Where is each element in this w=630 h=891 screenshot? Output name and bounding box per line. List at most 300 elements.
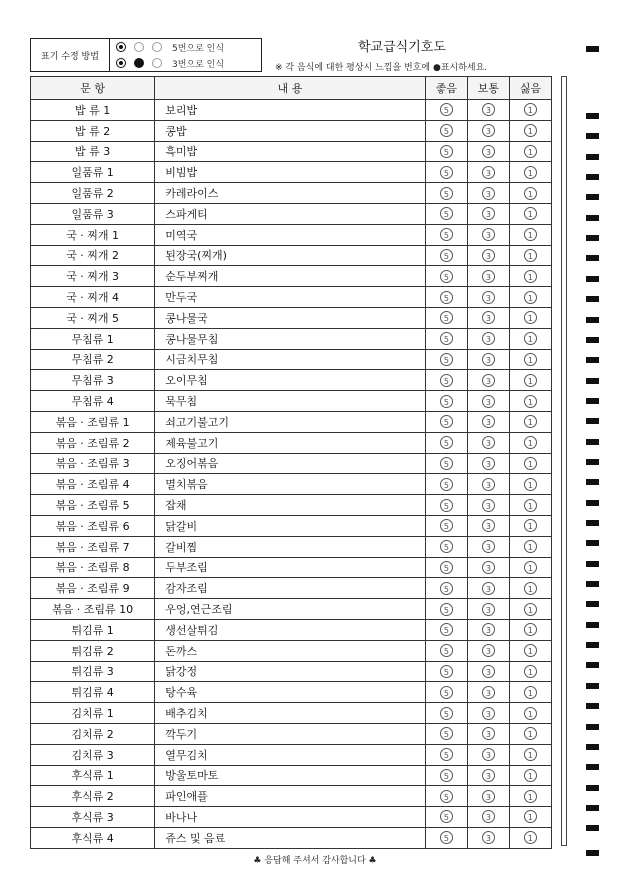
option-cell [467,474,509,495]
answer-bubble-1[interactable]: 1 [524,332,537,345]
timing-mark [586,378,599,384]
answer-bubble-3[interactable]: 3 [482,499,495,512]
answer-bubble-1[interactable]: 1 [524,665,537,678]
option-cell [467,162,509,183]
answer-bubble-1[interactable]: 1 [524,478,537,491]
option-cell [467,682,509,703]
timing-mark [586,439,599,445]
marking-guide-label: 표기 수정 방법 [31,39,110,71]
option-cell [467,411,509,432]
option-cell [467,266,509,287]
table-row [31,349,552,370]
answer-bubble-3[interactable]: 3 [482,457,495,470]
option-cell [467,827,509,848]
answer-bubble-5[interactable]: 5 [440,270,453,283]
option-cell [425,578,467,599]
option-cell [509,432,551,453]
option-cell [467,183,509,204]
option-cell [425,807,467,828]
row-category: 무침류 1 [31,328,155,349]
option-cell [509,266,551,287]
timing-mark [586,622,599,628]
answer-bubble-3[interactable]: 3 [482,707,495,720]
header-category: 문 항 [31,77,155,100]
answer-bubble-5[interactable]: 5 [440,353,453,366]
option-cell [425,786,467,807]
option-cell [425,536,467,557]
row-food-item: 바나나 [155,807,426,828]
row-category: 볶음 · 조림류 1 [31,411,155,432]
table-row [31,432,552,453]
timing-mark [586,662,599,668]
row-food-item: 쇠고기불고기 [155,411,426,432]
timing-mark [586,46,599,52]
answer-bubble-1[interactable]: 1 [524,207,537,220]
row-food-item: 만두국 [155,287,426,308]
row-food-item: 열무김치 [155,744,426,765]
option-cell [425,723,467,744]
answer-bubble-3[interactable]: 3 [482,311,495,324]
answer-bubble-5[interactable]: 5 [440,457,453,470]
answer-bubble-3[interactable]: 3 [482,831,495,844]
table-row [31,266,552,287]
ring-dot-icon [116,42,126,52]
row-category: 국 · 찌개 5 [31,307,155,328]
answer-bubble-5[interactable]: 5 [440,103,453,116]
option-cell [467,453,509,474]
answer-bubble-5[interactable]: 5 [440,395,453,408]
instruction-note: ※ 각 음식에 대한 평상시 느낌을 번호에 ●표시하세요. [275,63,488,73]
table-row [31,827,552,848]
answer-bubble-5[interactable]: 5 [440,499,453,512]
answer-bubble-1[interactable]: 1 [524,810,537,823]
table-row [31,557,552,578]
option-cell [425,703,467,724]
row-category: 밥 류 3 [31,141,155,162]
answer-bubble-5[interactable]: 5 [440,810,453,823]
row-category: 무침류 3 [31,370,155,391]
answer-bubble-5[interactable]: 5 [440,686,453,699]
answer-bubble-1[interactable]: 1 [524,790,537,803]
answer-bubble-5[interactable]: 5 [440,415,453,428]
option-cell [509,162,551,183]
row-category: 튀김류 1 [31,619,155,640]
answer-bubble-1[interactable]: 1 [524,603,537,616]
answer-bubble-3[interactable]: 3 [482,124,495,137]
option-cell [509,370,551,391]
option-cell [425,183,467,204]
option-cell [425,411,467,432]
timing-mark [586,194,599,200]
option-cell [467,245,509,266]
option-cell [467,224,509,245]
answer-bubble-5[interactable]: 5 [440,478,453,491]
answer-bubble-3[interactable]: 3 [482,395,495,408]
option-cell [509,682,551,703]
answer-bubble-5[interactable]: 5 [440,644,453,657]
option-cell [509,307,551,328]
answer-bubble-5[interactable]: 5 [440,665,453,678]
row-food-item: 콩나물무침 [155,328,426,349]
answer-bubble-3[interactable]: 3 [482,228,495,241]
row-category: 일품류 1 [31,162,155,183]
row-food-item: 콩밥 [155,120,426,141]
option-cell [425,328,467,349]
row-food-item: 닭갈비 [155,515,426,536]
answer-bubble-1[interactable]: 1 [524,519,537,532]
table-header-row [31,77,552,100]
answer-bubble-3[interactable]: 3 [482,415,495,428]
answer-bubble-5[interactable]: 5 [440,603,453,616]
row-category: 국 · 찌개 3 [31,266,155,287]
row-category: 볶음 · 조림류 9 [31,578,155,599]
row-food-item: 미역국 [155,224,426,245]
answer-bubble-5[interactable]: 5 [440,436,453,449]
answer-bubble-1[interactable]: 1 [524,623,537,636]
option-cell [425,307,467,328]
option-cell [467,807,509,828]
option-cell [509,287,551,308]
answer-bubble-1[interactable]: 1 [524,727,537,740]
row-food-item: 갈비찜 [155,536,426,557]
row-food-item: 두부조림 [155,557,426,578]
option-cell [467,515,509,536]
row-food-item: 배추김치 [155,703,426,724]
row-food-item: 된장국(찌개) [155,245,426,266]
empty-circle-icon [152,58,162,68]
answer-bubble-1[interactable]: 1 [524,561,537,574]
answer-bubble-5[interactable]: 5 [440,374,453,387]
option-cell [509,515,551,536]
answer-bubble-5[interactable]: 5 [440,332,453,345]
option-cell [509,661,551,682]
answer-bubble-5[interactable]: 5 [440,707,453,720]
answer-bubble-1[interactable]: 1 [524,831,537,844]
timing-mark [586,174,599,180]
option-cell [509,557,551,578]
answer-bubble-1[interactable]: 1 [524,374,537,387]
marking-guide-row-2-text: 3번으로 인식 [172,59,225,70]
timing-mark [586,805,599,811]
answer-bubble-1[interactable]: 1 [524,291,537,304]
answer-bubble-1[interactable]: 1 [524,187,537,200]
answer-bubble-5[interactable]: 5 [440,207,453,220]
row-category: 국 · 찌개 4 [31,287,155,308]
answer-bubble-3[interactable]: 3 [482,561,495,574]
answer-bubble-1[interactable]: 1 [524,270,537,283]
answer-bubble-1[interactable]: 1 [524,353,537,366]
table-row [31,765,552,786]
row-category: 후식류 1 [31,765,155,786]
answer-bubble-3[interactable]: 3 [482,519,495,532]
header-content: 내 용 [155,77,426,100]
table-row [31,391,552,412]
marking-guide-row-2 [110,55,261,71]
option-cell [509,245,551,266]
table-row [31,640,552,661]
row-food-item: 파인애플 [155,786,426,807]
timing-mark [586,703,599,709]
answer-bubble-1[interactable]: 1 [524,415,537,428]
answer-bubble-3[interactable]: 3 [482,249,495,262]
option-cell [467,744,509,765]
row-category: 밥 류 2 [31,120,155,141]
table-row [31,578,552,599]
answer-bubble-3[interactable]: 3 [482,623,495,636]
option-cell [467,723,509,744]
answer-bubble-5[interactable]: 5 [440,291,453,304]
option-cell [467,661,509,682]
option-cell [425,245,467,266]
answer-bubble-5[interactable]: 5 [440,727,453,740]
answer-bubble-1[interactable]: 1 [524,748,537,761]
answer-bubble-5[interactable]: 5 [440,145,453,158]
row-food-item: 비빔밥 [155,162,426,183]
row-category: 후식류 4 [31,827,155,848]
answer-bubble-3[interactable]: 3 [482,166,495,179]
timing-mark [586,500,599,506]
option-cell [467,578,509,599]
row-food-item: 스파게티 [155,203,426,224]
answer-bubble-1[interactable]: 1 [524,769,537,782]
option-cell [467,100,509,121]
table-row [31,183,552,204]
row-food-item: 흑미밥 [155,141,426,162]
option-cell [467,619,509,640]
table-row [31,370,552,391]
marking-guide [30,38,262,72]
answer-bubble-3[interactable]: 3 [482,270,495,283]
answer-bubble-3[interactable]: 3 [482,748,495,761]
answer-bubble-3[interactable]: 3 [482,727,495,740]
row-food-item: 잡채 [155,495,426,516]
timing-mark [586,215,599,221]
timing-mark [586,601,599,607]
answer-bubble-3[interactable]: 3 [482,353,495,366]
table-row [31,703,552,724]
option-cell [509,827,551,848]
answer-bubble-5[interactable]: 5 [440,623,453,636]
option-cell [467,287,509,308]
option-cell [509,599,551,620]
row-food-item: 보리밥 [155,100,426,121]
option-cell [509,328,551,349]
ring-dot-icon [116,58,126,68]
table-row [31,786,552,807]
option-cell [509,619,551,640]
option-cell [509,640,551,661]
option-cell [467,765,509,786]
row-category: 후식류 3 [31,807,155,828]
option-cell [509,744,551,765]
answer-bubble-1[interactable]: 1 [524,499,537,512]
timing-mark [586,785,599,791]
answer-bubble-5[interactable]: 5 [440,166,453,179]
answer-bubble-1[interactable]: 1 [524,686,537,699]
timing-mark [586,276,599,282]
answer-bubble-1[interactable]: 1 [524,228,537,241]
answer-bubble-1[interactable]: 1 [524,103,537,116]
option-cell [425,599,467,620]
empty-circle-icon [134,42,144,52]
option-cell [425,495,467,516]
timing-mark [586,683,599,689]
answer-bubble-3[interactable]: 3 [482,686,495,699]
answer-bubble-1[interactable]: 1 [524,124,537,137]
answer-bubble-5[interactable]: 5 [440,124,453,137]
row-category: 볶음 · 조림류 7 [31,536,155,557]
row-food-item: 닭강정 [155,661,426,682]
table-row [31,536,552,557]
row-category: 일품류 3 [31,203,155,224]
option-cell [425,224,467,245]
answer-bubble-3[interactable]: 3 [482,665,495,678]
row-food-item: 오이무침 [155,370,426,391]
timing-mark [586,744,599,750]
answer-bubble-1[interactable]: 1 [524,540,537,553]
option-cell [509,765,551,786]
answer-bubble-3[interactable]: 3 [482,207,495,220]
option-cell [425,453,467,474]
option-cell [509,203,551,224]
filled-circle-icon [134,58,144,68]
row-food-item: 돈까스 [155,640,426,661]
answer-bubble-3[interactable]: 3 [482,810,495,823]
option-cell [425,682,467,703]
option-cell [509,349,551,370]
table-row [31,495,552,516]
table-row [31,245,552,266]
table-row [31,307,552,328]
option-cell [509,453,551,474]
answer-bubble-3[interactable]: 3 [482,582,495,595]
answer-bubble-1[interactable]: 1 [524,457,537,470]
row-category: 일품류 2 [31,183,155,204]
timing-mark [586,540,599,546]
timing-mark [586,235,599,241]
answer-bubble-1[interactable]: 1 [524,145,537,158]
timing-mark [586,317,599,323]
answer-bubble-3[interactable]: 3 [482,374,495,387]
option-cell [425,474,467,495]
table-row [31,474,552,495]
answer-bubble-3[interactable]: 3 [482,769,495,782]
row-food-item: 콩나물국 [155,307,426,328]
option-cell [425,765,467,786]
answer-bubble-5[interactable]: 5 [440,831,453,844]
table-row [31,619,552,640]
table-row [31,744,552,765]
answer-bubble-5[interactable]: 5 [440,561,453,574]
answer-bubble-1[interactable]: 1 [524,436,537,449]
answer-bubble-3[interactable]: 3 [482,145,495,158]
option-cell [509,536,551,557]
option-cell [509,807,551,828]
answer-bubble-3[interactable]: 3 [482,291,495,304]
timing-mark [586,255,599,261]
table-row [31,162,552,183]
answer-bubble-1[interactable]: 1 [524,249,537,262]
answer-bubble-1[interactable]: 1 [524,311,537,324]
answer-bubble-5[interactable]: 5 [440,519,453,532]
answer-bubble-3[interactable]: 3 [482,644,495,657]
row-category: 후식류 2 [31,786,155,807]
answer-bubble-3[interactable]: 3 [482,332,495,345]
option-cell [425,661,467,682]
table-row [31,453,552,474]
answer-bubble-1[interactable]: 1 [524,582,537,595]
option-cell [425,557,467,578]
option-cell [425,349,467,370]
option-cell [467,141,509,162]
row-category: 국 · 찌개 1 [31,224,155,245]
option-cell [467,307,509,328]
timing-mark [586,581,599,587]
header-dislike: 싫음 [509,77,551,100]
table-row [31,120,552,141]
answer-bubble-1[interactable]: 1 [524,166,537,179]
answer-bubble-5[interactable]: 5 [440,187,453,200]
answer-bubble-5[interactable]: 5 [440,540,453,553]
row-food-item: 카레라이스 [155,183,426,204]
row-food-item: 오징어볶음 [155,453,426,474]
timing-mark [586,418,599,424]
row-category: 김치류 1 [31,703,155,724]
option-cell [425,287,467,308]
option-cell [467,432,509,453]
option-cell [467,557,509,578]
row-category: 볶음 · 조림류 5 [31,495,155,516]
answer-bubble-3[interactable]: 3 [482,478,495,491]
row-food-item: 묵무침 [155,391,426,412]
timing-mark [586,561,599,567]
answer-bubble-5[interactable]: 5 [440,228,453,241]
answer-bubble-3[interactable]: 3 [482,187,495,200]
timing-mark [586,154,599,160]
row-category: 무침류 4 [31,391,155,412]
answer-bubble-1[interactable]: 1 [524,395,537,408]
answer-bubble-3[interactable]: 3 [482,436,495,449]
answer-bubble-1[interactable]: 1 [524,707,537,720]
answer-bubble-5[interactable]: 5 [440,748,453,761]
option-cell [509,183,551,204]
option-cell [467,640,509,661]
option-cell [467,703,509,724]
answer-bubble-5[interactable]: 5 [440,311,453,324]
answer-bubble-3[interactable]: 3 [482,103,495,116]
answer-bubble-1[interactable]: 1 [524,644,537,657]
row-food-item: 탕수육 [155,682,426,703]
option-cell [467,786,509,807]
answer-bubble-3[interactable]: 3 [482,603,495,616]
answer-bubble-3[interactable]: 3 [482,790,495,803]
table-row [31,515,552,536]
answer-bubble-3[interactable]: 3 [482,540,495,553]
row-food-item: 순두부찌개 [155,266,426,287]
row-food-item: 멸치볶음 [155,474,426,495]
timing-mark [586,642,599,648]
answer-bubble-5[interactable]: 5 [440,249,453,262]
timing-mark [586,724,599,730]
survey-table [30,76,552,849]
answer-bubble-5[interactable]: 5 [440,769,453,782]
timing-mark [586,296,599,302]
option-cell [509,141,551,162]
answer-bubble-5[interactable]: 5 [440,582,453,595]
answer-bubble-5[interactable]: 5 [440,790,453,803]
option-cell [509,224,551,245]
marking-guide-row-1-text: 5번으로 인식 [172,43,225,54]
